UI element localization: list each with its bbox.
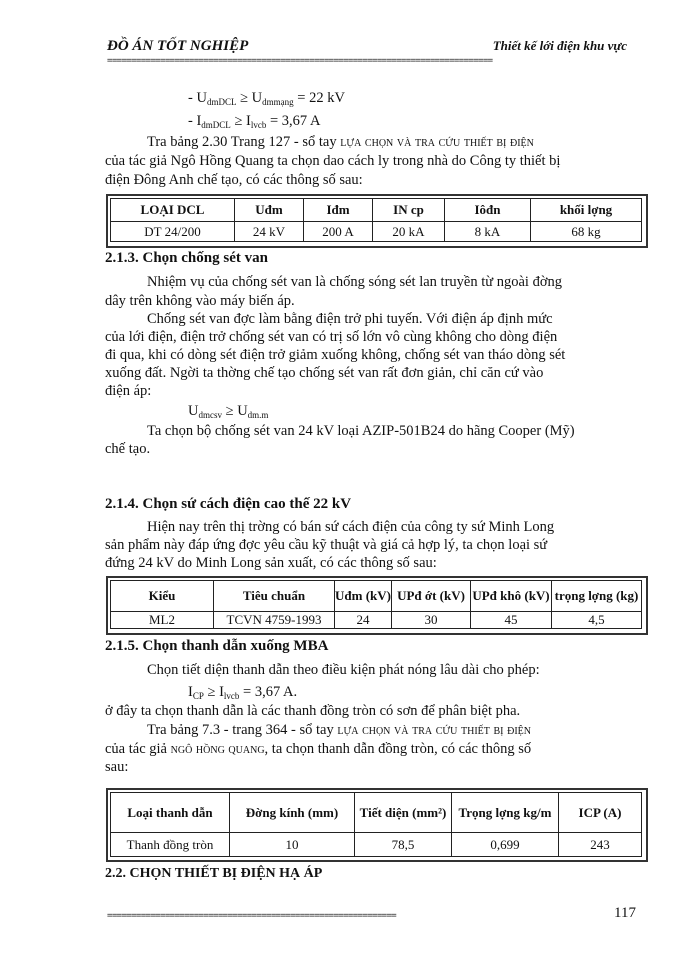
paragraph-line: sản phẩm này đáp ứng đợc yêu cầu kỹ thuật và giá cả hợp lý, ta chọn loại sứ [105,537,548,553]
table-header: IN cp [373,199,445,222]
paragraph-line: ở đây ta chọn thanh dẫn là các thanh đồng tròn có sơn để phân biệt pha. [105,703,521,719]
paragraph-line: dây trên không vào máy biến áp. [105,293,295,309]
paragraph-line: đi qua, khi có dòng sét điện trở giảm xuống không, chống sét van tháo dòng sét [105,347,566,363]
paragraph-line: xuống đất. Ngời ta thờng chế tạo chống sét van rất đơn giản, chỉ căn cứ vào [105,365,544,381]
table-header: Loại thanh dẫn [111,793,230,833]
section-heading: 2.2. CHỌN THIẾT BỊ ĐIỆN HẠ ÁP [105,866,323,881]
table-header: Tiêu chuẩn [214,581,335,612]
paragraph-line: sau: [105,759,129,775]
table-cell: 8 kA [445,222,531,242]
paragraph-line: Tra bảng 2.30 Trang 127 - sổ tay lựa chọn và tra cứu thiết bị điện [147,134,534,150]
table-header: Uđm [235,199,304,222]
table-cell: 10 [230,833,355,857]
table-cell: 4,5 [552,612,642,629]
table-cell: 30 [392,612,471,629]
table-header: UPđ khô (kV) [471,581,552,612]
table-header: Kiểu [111,581,214,612]
paragraph-line: Nhiệm vụ của chống sét van là chống sóng sét lan truyền từ ngoài đờng [147,274,562,290]
paragraph-line: Tra bảng 7.3 - trang 364 - sổ tay lựa chọn và tra cứu thiết bị điện [147,722,532,738]
paragraph-line: đứng 24 kV do Minh Long sản xuất, có các thông số sau: [105,555,437,571]
condition-voltage: - $U_{dmDCL} \ge U_{dmmạng} = 22$ kV [188,90,345,107]
table-header: Trọng lợng kg/m [452,793,559,833]
table-header: Iđm [304,199,373,222]
section-heading: 2.1.3. Chọn chống sét van [105,250,268,266]
table-cell: 20 kA [373,222,445,242]
table-cell: TCVN 4759-1993 [214,612,335,629]
table-row [111,833,642,857]
footer-rule: ============================================================ [107,911,397,921]
header-right: Thiết kế lới điện khu vực [492,38,627,53]
table-row [111,222,642,242]
insulator-table [110,580,642,629]
table-header: Uđm (kV) [335,581,392,612]
table-header: ICP (A) [559,793,642,833]
section-heading: 2.1.5. Chọn thanh dẫn xuống MBA [105,638,329,654]
paragraph-line: của tác giả Ngô Hồng Quang ta chọn dao cách ly trong nhà do Công ty thiết bị [105,153,561,169]
table-cell: ML2 [111,612,214,629]
table-cell: DT 24/200 [111,222,235,242]
paragraph-line: Hiện nay trên thị trờng có bán sứ cách điện của công ty sứ Minh Long [147,519,555,535]
table-header: UPđ ớt (kV) [392,581,471,612]
condition-current: - $I_{dmDCL} \ge I_{lvcb} = 3,67$ A [188,113,321,130]
table-header: LOẠI DCL [111,199,235,222]
page-number: 117 [614,905,636,921]
formula: $U_{dmcsv} \ge U_{dm.m}$ [188,403,269,420]
table-cell: 200 A [304,222,373,242]
header-left: ĐỒ ÁN TỐT NGHIỆP [107,38,249,54]
table-cell: 78,5 [355,833,452,857]
paragraph-line: của tác giả ngô hồng quang, ta chọn thanh dẫn đồng tròn, có các thông số [105,741,532,757]
busbar-table [110,792,642,857]
section-heading: 2.1.4. Chọn sứ cách điện cao thế 22 kV [105,496,352,512]
table-header: khối lợng [531,199,642,222]
table-header: Iôđn [445,199,531,222]
paragraph-line: chế tạo. [105,441,151,457]
paragraph-line: điện áp: [105,383,152,399]
table-row [111,612,642,629]
formula: $I_{CP} \ge I_{lvcb} = 3,67$ A. [188,684,298,701]
table-cell: 24 [335,612,392,629]
table-header: Tiết diện (mm²) [355,793,452,833]
paragraph-line: của lới điện, điện trở chống sét van có trị số lớn vô cùng không cho dòng điện [105,329,558,345]
paragraph-line: Ta chọn bộ chống sét van 24 kV loại AZIP-501B24 do hãng Cooper (Mỹ) [147,423,575,439]
paragraph-line: điện Đông Anh chế tạo, có các thông số sau: [105,172,363,188]
paragraph-line: Chống sét van đợc làm bằng điện trở phi tuyến. Với điện áp định mức [147,311,553,327]
header-rule: ================================================================================ [107,56,493,66]
table-header: trọng lợng (kg) [552,581,642,612]
table-cell: 243 [559,833,642,857]
dcl-table [110,198,642,242]
table-cell: 68 kg [531,222,642,242]
table-cell: 0,699 [452,833,559,857]
table-header: Đờng kính (mm) [230,793,355,833]
table-cell: 45 [471,612,552,629]
table-cell: Thanh đồng tròn [111,833,230,857]
paragraph-line: Chọn tiết diện thanh dẫn theo điều kiện phát nóng lâu dài cho phép: [147,662,540,678]
table-cell: 24 kV [235,222,304,242]
